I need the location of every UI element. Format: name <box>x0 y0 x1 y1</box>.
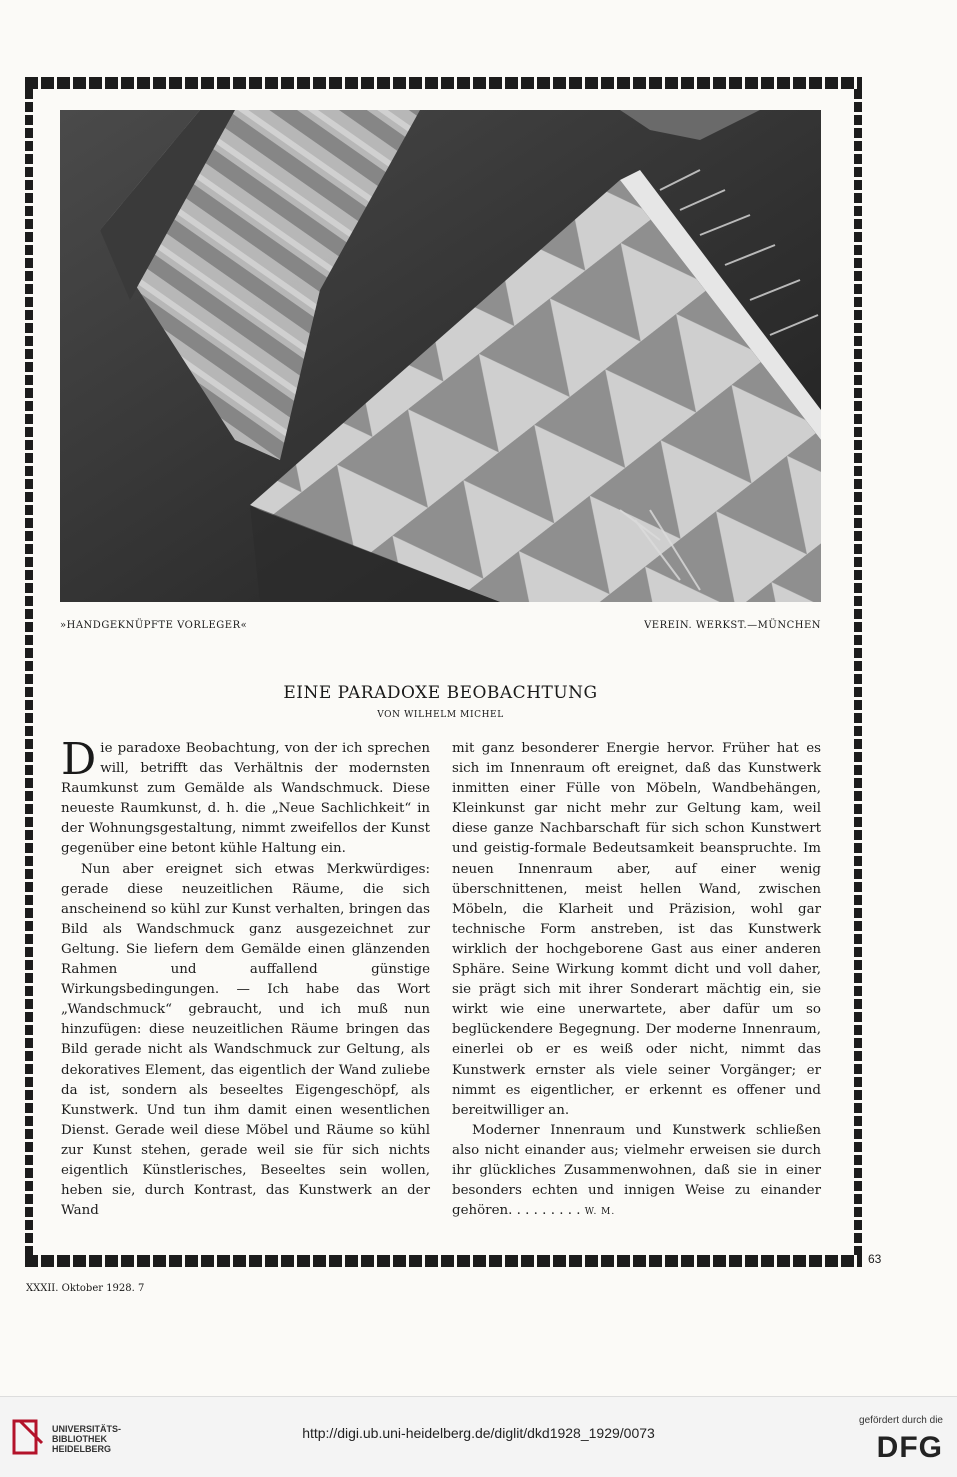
rug-photograph <box>60 110 821 602</box>
ornamental-border-top <box>25 77 862 89</box>
issue-line: XXXII. Oktober 1928. 7 <box>26 1283 145 1294</box>
ornamental-border-left <box>25 89 33 1255</box>
funding-note: gefördert durch die <box>859 1415 943 1426</box>
digitization-footer <box>0 1396 957 1477</box>
dfg-logo: DFG <box>876 1431 943 1464</box>
paragraph: mit ganz besonderer Energie hervor. Früher hat es sich im Innenraum oft ereignet, daß das Kunstwerk inmitten einer Fülle von Möbeln, Wandbehängen, Kleinkunst gar nicht mehr zur Geltung kam, weil diese ganze Nachbarschaft für sich schon Kunstwert und geistig-formale Bedeutsamkeit beanspruchte. Im neuen Innenraum aber, auf einer wenig überschnittenen, meist hellen Wand, zwischen Möbeln, die Klarheit und Präzision, wohl gar technische Form anstreben, ist das Kunstwerk wirklich der hochgeborene Gast aus einer anderen Sphäre. Seine Wirkung kommt dicht und voll daher, sie prägt sich mit ihrer Sonderart mächtig ein, sie wirkt wie eine unerwartete, aber dafür um so beglückendere Begegnung. Der moderne Innenraum, einerlei ob er es weiß oder nicht, nimmt das Kunstwerk ernster als viele seiner Vorgänger; er nimmt es eigentlicher, er erkennt es offener und bereitwilliger an. <box>452 741 821 1118</box>
library-name-line: HEIDELBERG <box>52 1444 112 1454</box>
photo-caption-credit: VEREIN. WERKST.—MÜNCHEN <box>644 620 821 631</box>
ornamental-border-right <box>854 89 862 1255</box>
text-column-left <box>61 734 430 1221</box>
permalink[interactable]: http://digi.ub.uni-heidelberg.de/diglit/dkd1928_1929/0073 <box>302 1425 655 1441</box>
library-name-line: UNIVERSITÄTS- <box>52 1424 122 1434</box>
article-byline: VON WILHELM MICHEL <box>377 710 504 720</box>
ornamental-border-bottom <box>25 1255 862 1267</box>
photo-caption-title: »HANDGEKNÜPFTE VORLEGER« <box>60 620 248 631</box>
paragraph-text: ie paradoxe Beobachtung, von der ich sprechen will, betrifft das Verhältnis der modernsten Raumkunst zum Gemälde als Wandschmuck. Diese neueste Raumkunst, d. h. die „Neue Sachlichkeit“ in der Wohnungsgestaltung, nimmt zweifellos der Kunst gegenüber eine betont kühle Haltung ein. <box>61 741 430 857</box>
paragraph <box>61 734 430 860</box>
article-title: EINE PARADOXE BEOBACHTUNG <box>283 683 598 703</box>
paragraph: Nun aber ereignet sich etwas Merkwürdiges: gerade diese neuzeitlichen Räume, die sich anscheinend so kühl zur Kunst verhalten, bringen das Bild als Wandschmuck ganz ausgezeichnet zur Geltung. Sie liefern dem Gemälde einen glänzenden Rahmen und auffallend günstige Wirkungsbedingungen. — Ich habe das Wort „Wandschmuck“ gebraucht, und ich muß nun hinzufügen: diese neuzeitlichen Räume bringen das Bild gerade nicht als Wandschmuck zur Geltung, als dekoratives Element, das eigentlich der Wand zuliebe da ist, sondern als beseeltes Eigengeschöpf, als Kunstwerk. Und tun ihm damit einen wesentlichen Dienst. Gerade weil diese Möbel und Räume so kühl zur Kunst stehen, gerade weil sie für sich nichts eigentlich Künstlerisches, Beseeltes sein wollen, heben sie, durch Kontrast, das Kunstwerk an der Wand <box>61 861 430 1219</box>
drop-cap: D <box>61 734 97 785</box>
paragraph <box>452 1121 821 1222</box>
text-column-right <box>452 739 821 1222</box>
paragraph-text: Moderner Innenraum und Kunstwerk schließen also nicht einander aus; vielmehr erweisen sie durch ihr glückliches Zusammenwohnen, daß sie in einer besonders echten und innigen Weise zu einander gehören. . . . . . . . . <box>452 1122 821 1219</box>
library-name-line: BIBLIOTHEK <box>52 1434 107 1444</box>
page-number: 63 <box>868 1252 882 1266</box>
author-signature: W. M. <box>584 1207 616 1218</box>
